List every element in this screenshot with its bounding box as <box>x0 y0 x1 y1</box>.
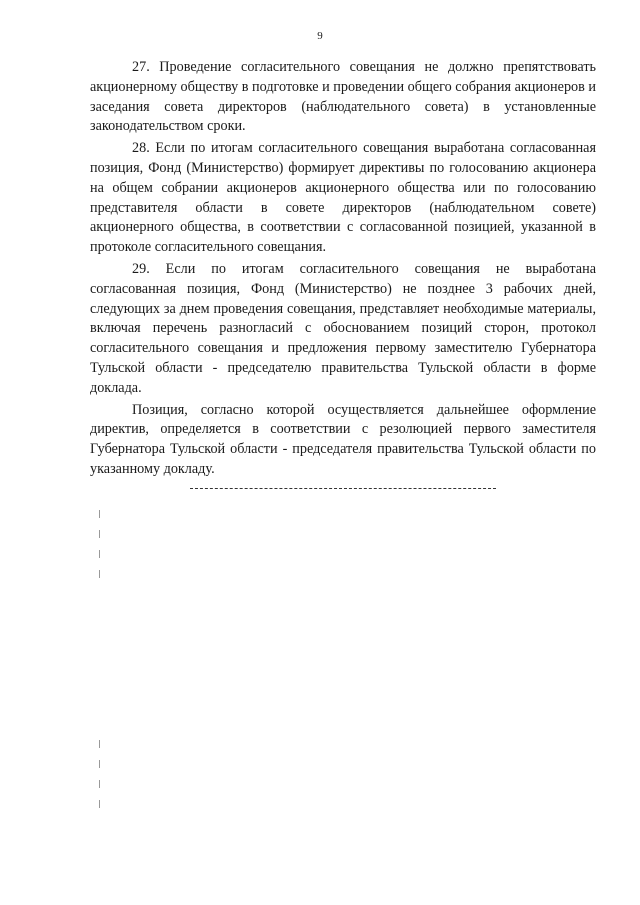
paragraph-29: 29. Если по итогам согласительного совещания не выработана согласованная позиция, Фонд (Министерство) не позднее 3 рабочих дней, следующих за днем проведения совещания, представляет необходимые материалы, включая перечень разногласий с обоснованием позиций сторон, протокол согласительного совещания и предложения первому заместителю Губернатора Тульской области - председателю правительства Тульской области в форме доклада. <box>90 260 596 396</box>
paragraph-28: 28. Если по итогам согласительного совещания выработана согласованная позиция, Фонд (Министерство) формирует директивы по голосованию акционера на общем собрании акционеров акционерного общества или по голосованию представителя области в совете директоров (наблюдательном совете) акционерного общества, в соответствии с согласованной позицией, указанной в протоколе согласительного совещания. <box>90 140 596 256</box>
margin-marks-upper <box>99 510 101 590</box>
end-separator-line <box>190 488 496 489</box>
page-number: 9 <box>317 30 323 42</box>
margin-marks-lower <box>99 740 101 820</box>
paragraph-27: 27. Проведение согласительного совещания не должно препятствовать акционерному обществу в подготовке и проведении общего собрания акционеров и заседания совета директоров (наблюдательного совета) в установленные законодательством сроки. <box>90 59 596 135</box>
paragraph-resolution: Позиция, согласно которой осуществляется дальнейшее оформление директив, определяется в соответствии с резолюцией первого заместителя Губернатора Тульской области - председателя правительства Тульской области по указанному докладу. <box>90 401 596 477</box>
document-body <box>90 58 596 482</box>
